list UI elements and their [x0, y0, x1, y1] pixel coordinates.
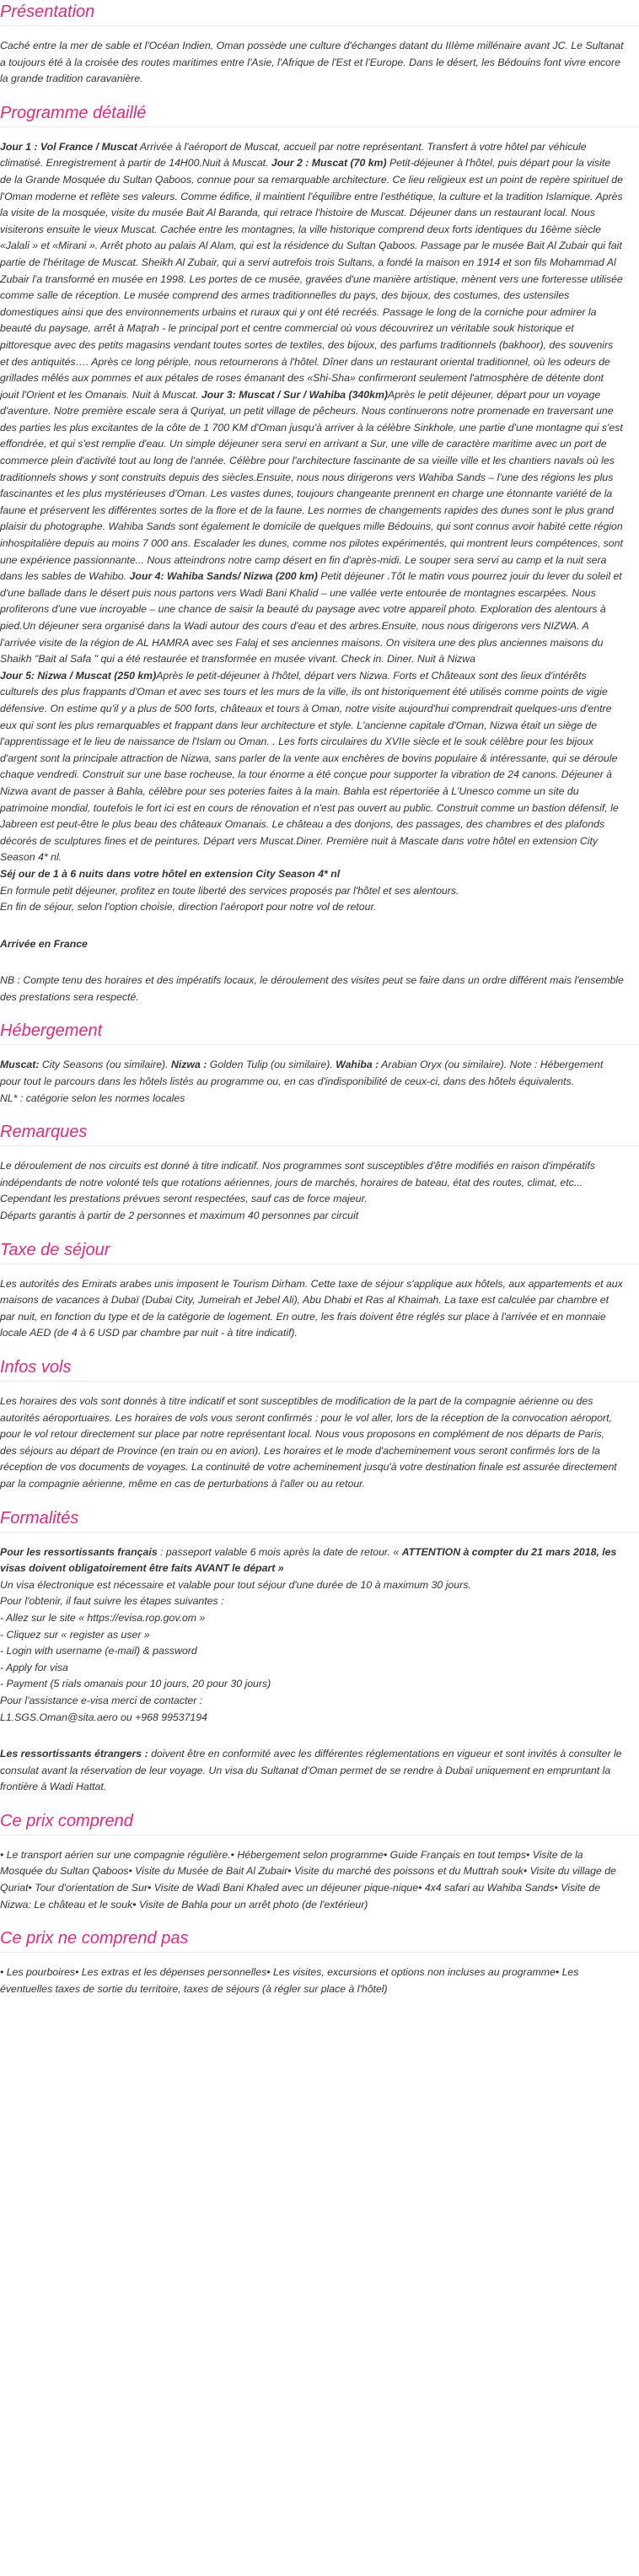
remarques-body: Le déroulement de nos circuits est donné à titre indicatif. Nos programmes sont susceptibles d'être modifiés en raison d'impératifs indépendants de notre volonté tels que rotations aériennes, jours de marchés, horaires de bateau, état des routes, climat, etc... Cependant les prestations prévues seront respectées, sauf cas de force majeur. [0, 1160, 595, 1205]
visa-step: - Allez sur le site « https://evisa.rop.gov.om » [0, 1611, 206, 1624]
prix-comprend-text: • Le transport aérien sur une compagnie régulière.• Hébergement selon programme• Guide Français en tout temps• Visite de la Mosquée du Sultan Qaboos• Visite du Musée de Bait Al Zubair• Visite du marché des poissons et du Muttrah souk• Visite du village de Quriat• Tour d'orientation de Sur• Visite de Wadi Bani Khaled avec un déjeuner pique-nique• 4x4 safari au Wahiba Sands• Visite de Nizwa: Le château et le souk• Visite de Bahla pour un arrêt photo (de l'extérieur) [0, 1848, 616, 1910]
presentation-title: Présentation [0, 2, 639, 26]
formalites-fr [0, 1544, 624, 1727]
day4-label: Jour 4: Wahiba Sands/ Nizwa (200 km) [129, 570, 318, 583]
muscat-label: Muscat: [0, 1059, 40, 1071]
visa-step: - Payment (5 rials omanais pour 10 jours, 20 pour 30 jours) [0, 1678, 271, 1690]
formule-line: En formule petit déjeuner, profitez en toute liberté des services proposés par l'hôtel et ses alentours. [0, 884, 459, 897]
hebergement-title: Hébergement [0, 1021, 639, 1045]
day1-label: Jour 1 : Vol France / Muscat [0, 140, 137, 153]
nizwa-label: Nizwa : [170, 1059, 207, 1071]
hebergement-section [0, 1021, 639, 1107]
visa-step: - Cliquez sur « register as user » [0, 1628, 150, 1641]
visa-line: Pour l'obtenir, il faut suivre les étapes suivantes : [0, 1595, 224, 1608]
taxe-text: Les autorités des Emirats arabes unis imposent le Tourism Dirham. Cette taxe de séjour s'applique aux hôtels, aux appartements et aux maisons de vacances à Dubaï (Dubai City, Jumeirah et Jebel Ali), Abu Dhabi et Ras al Khaimah. La taxe est calculée par chambre et par nuit, en fonction du type et de la catégorie de logement. En outre, les frais doivent être réglés sur place à l'arrivée et en monnaie locale AED (de 4 à 6 USD par chambre par nuit - à titre indicatif). [0, 1277, 623, 1339]
taxe-title: Taxe de séjour [0, 1240, 639, 1264]
fr-text: : passeport valable 6 mois après la date de retour. « [157, 1545, 402, 1558]
prix-comprend-title: Ce prix comprend [0, 1811, 639, 1835]
day1-text: Arrivée à l'aéroport de Muscat, accueil par notre représentant. Transfert à votre hôtel par véhicule climatisé. Enregistrement à partir de 14H00.Nuit à Muscat. [0, 140, 587, 170]
prix-non-text: • Les pourboires• Les extras et les dépenses personnelles• Les visites, excursions et options non incluses au programme• Les éventuelles taxes de sortie du territoire, taxes de séjours (à régler sur place à l'hôtel) [0, 1966, 579, 1995]
hebergement-text [0, 1057, 624, 1107]
nb-note: NB : Compte tenu des horaires et des impératifs locaux, le déroulement des visites peut se faire dans un ordre différent mais l'ensemble des prestations sera respecté. [0, 974, 624, 1003]
day2-label: Jour 2 : Muscat (70 km) [271, 157, 387, 170]
visa-line: Un visa électronique est nécessaire et valable pour tout séjour d'une durée de 10 à maximum 30 jours. [0, 1578, 471, 1591]
wahiba-text: Arabian Oryx (ou similaire). Note : Hébergement pour tout le parcours dans les hôtels listés au programme ou, en cas d'indisponibilité de ceux-ci, dans des hôtels équivalents. [0, 1059, 604, 1088]
attention-text: ATTENTION à compter du 21 mars 2018, les visas doivent obligatoirement être faits AVANT le départ » [0, 1545, 617, 1575]
day5-text: Après le petit-déjeuner à l'hôtel, départ vers Nizwa. Forts et Châteaux sont des lieux d'intérêts culturels des plus frappants d'Oman et avec ses tours et les murs de la ville, ils ont historiquement été utilisés comme points de vigie défensive. On estime qu'il y a plus de 500 forts, châteaux et tours à Oman, notre visite aujourd'hui comprendrait quelques-uns d'entre eux qui sont les plus remarquables et frappant dans leur architecture et style. L'ancienne capitale d'Oman, Nizwa était un siège de l'apprentissage et le lieu de naissance de l'Islam ou Oman. . Les forts circulaires du XVIIe siècle et le souk célèbre pour les bijoux d'argent sont la principale attraction de Nizwa, sans parler de la vente aux enchères de bovins populaire & intéressante, qui se déroule chaque vendredi. Construit sur une base rocheuse, la tour énorme a été conçue pour supporter la vibration de 24 canons. Déjeuner à Nizwa avant de passer à Bahla, célèbre pour ses poteries faites à la main. Bahla est répertoriée à L'Unesco comme un site du patrimoine mondial, toutefois le fort ici est en cours de rénovation et n'est pas ouvert au public. Construit comme un bastion défensif, le Jabreen est peut-être le plus beau des châteaux Omanais. Le château a des donjons, des passages, des chambres et des plafonds décorés de sculptures fines et de peintures. Départ vers Muscat.Diner. Première nuit à Mascate dans votre hôtel en extension City Season 4* nl. [0, 669, 619, 864]
fr-label: Pour les ressortissants français [0, 1545, 158, 1558]
prix-non-title: Ce prix ne comprend pas [0, 1928, 639, 1953]
etrangers-label: Les ressortissants étrangers : [0, 1748, 148, 1760]
etrangers-text: doivent être en conformité avec les différentes réglementations en vigueur et sont invités à consulter le consulat avant la réservation de leur voyage. Un visa du Sultanat d'Oman permet de se rendre à Dubaï uniquement en empruntant la frontière à Wadi Hattat. [0, 1748, 622, 1793]
muscat-text: City Seasons (ou similaire). [39, 1059, 171, 1071]
visa-line: Pour l'assistance e-visa merci de contacter : [0, 1694, 203, 1706]
infos-vols-section [0, 1357, 639, 1493]
nizwa-text: Golden Tulip (ou similaire). [207, 1059, 336, 1071]
formalites-section [0, 1508, 639, 1796]
remarques-text [0, 1158, 624, 1224]
day3-label: Jour 3: Muscat / Sur / Wahiba (340km) [201, 388, 388, 401]
remarques-section [0, 1122, 639, 1224]
formalites-etrangers [0, 1746, 624, 1796]
day5-label: Jour 5: Nizwa / Muscat (250 km) [0, 669, 157, 682]
presentation-text: Caché entre la mer de sable et l'Océan Indien, Oman possède une culture d'échanges datant du IIIème millénaire avant JC. Le Sultanat a toujours été à la croisée des routes maritimes entre l'Asie, l'Afrique de l'Est et l'Europe. Dans le désert, les Bédouins font vivre encore la grande tradition caravanière. [0, 40, 624, 85]
page [0, 2, 639, 1997]
nl-note: NL* : catégorie selon les normes locales [0, 1091, 185, 1104]
formalites-title: Formalités [0, 1508, 639, 1533]
visa-contact: L1.SGS.Oman@sita.aero ou +968 99537194 [0, 1711, 207, 1723]
arrivee-france: Arrivée en France [0, 937, 88, 950]
departs-garantis: Départs garantis à partir de 2 personnes et maximum 40 personnes par circuit [0, 1210, 359, 1222]
programme-title: Programme détaillé [0, 103, 639, 127]
visa-step: - Login with username (e-mail) & password [0, 1645, 197, 1657]
day2-text: Petit-déjeuner à l'hôtel, puis départ pour la visite de la Grande Mosquée du Sultan Qaboos, connue pour sa remarquable architecture. Ce lieu religieux est un point de repère spirituel de l'Oman moderne et reflète ses valeurs. Comme édifice, il maintient l'équilibre entre l'esthétique, la culture et la tradition Islamique. Après la visite de la mosquée, visite du musée Bait Al Baranda, qui retrace l'histoire de Muscat. Déjeuner dans un restaurant local. Nous visiterons ensuite le vieux Muscat. Cachée entre les montagnes, la ville historique comprend deux forts identiques du 16ème siècle «Jalali » et «Mirani ». Arrêt photo au palais Al Alam, qui est la résidence du Sultan Qaboos. Passage par le musée Bait Al Zubair qui fait partie de l'héritage de Muscat. Sheikh Al Zubair, qui a servi autrefois trois Sultans, a fondé la maison en 1914 et son fils Mohammad Al Zubair l'a transformé en musée en 1998. Les portes de ce musée, gravées d'une manière artistique, mènent vers une forteresse utilisée comme salle de réception. Le musée comprend des armes traditionnelles du pays, des bijoux, des costumes, des ustensiles domestiques ainsi que des environnements urbains et ruraux qui y ont été recréés. Passage le long de la corniche pour admirer la beauté du paysage, arrêt à Maţrah - le principal port et centre commercial où vous découvrirez un véritable souk historique et pittoresque avec des petits magasins vendant toutes sortes de textiles, des bijoux, des parfums traditionnels (bakhoor), des souvenirs et des antiquités…. Après ce long périple, nous retournerons à l'hôtel. Dîner dans un restaurant oriental traditionnel, où les odeurs de grillades mêlés aux pommes et aux pétales de roses émanant des «Shi-Sha» confirmeront seulement l'atmosphère de détente dont jouit l'Orient et les Omanais. Nuit à Muscat. [0, 157, 623, 401]
prix-non-section [0, 1928, 639, 1997]
day3-text: Après le petit déjeuner, départ pour un voyage d'aventure. Notre première escale sera à Quriyat, un petit village de pêcheurs. Nous continuerons notre promenade en traversant une des parties les plus excitantes de la côte de 1 700 KM d'Oman jusqu'à arriver à la célèbre Sinkhole, une partie d'une montagne qui s'est effondrée, et qui s'est remplie d'eau. Un simple déjeuner sera servi en arrivant a Sur, une ville de caractère maritime avec un port de commerce plein d'activité tout au long de l'année. Célèbre pour l'architecture fascinante de sa vieille ville et les chantiers navals où les traditionnels shows y sont construits depuis des siècles.Ensuite, nous nous dirigerons vers Wahiba Sands – l'une des régions les plus fascinantes et les plus mystérieuses d'Oman. Les vastes dunes, toujours changeante prennent en charge une étonnante variété de la faune et préservent les différentes sortes de la flore et de la faune. Les normes de changements rapides des dunes sont le plus grand plaisir du photographe. Wahiba Sands sont également le domicile de quelques mille Bédouins, qui sont connus avoir habité cette région inhospitalière depuis au moins 7 000 ans. Escalader les dunes, comme nos pilotes expérimentés, qui montrent leurs compétences, sont une expérience passionnante... Nous atteindrons notre camp désert en fin d'après-midi. Le souper sera servi au camp et la nuit sera dans les sables de Wahibo. [0, 388, 623, 583]
programme-section [0, 103, 639, 1006]
taxe-section [0, 1240, 639, 1342]
programme-days [0, 139, 624, 916]
wahiba-label: Wahiba : [336, 1059, 379, 1071]
prix-comprend-section [0, 1811, 639, 1913]
infos-vols-title: Infos vols [0, 1357, 639, 1382]
visa-step: - Apply for visa [0, 1661, 68, 1673]
sejour-label: Séj our de 1 à 6 nuits dans votre hôtel en extension City Season 4* nl [0, 867, 341, 880]
remarques-title: Remarques [0, 1122, 639, 1146]
day4-text: Petit déjeuner .Tôt le matin vous pourrez jouir du lever du soleil et d'une ballade dans le désert puis nous partons vers Wadi Bani Khalid – une vallée verte entourée de montagnes escarpées. Nous profiterons d'une vue incroyable – une chance de saisir la beauté du paysage avec votre appareil photo. Exploration des alentours à pied.Un déjeuner sera organisé dans la Wadi autour des cours d'eau et des arbres.Ensuite, nous nous dirigerons vers NIZWA. A l'arrivée visite de la région de AL HAMRA avec ses Falaj et ses anciennes maisons. On visitera une des plus anciennes maisons du Shaikh "Bait al Safa " qui a été restaurée et transformée en musée vivant. Check in. Diner. Nuit à Nizwa [0, 570, 622, 666]
fin-sejour-line: En fin de séjour, selon l'option choisie, direction l'aéroport pour notre vol de retour. [0, 901, 377, 913]
infos-vols-text: Les horaires des vols sont donnés à titre indicatif et sont susceptibles de modification de la part de la compagnie aérienne ou des autorités aéroportuaires. Les horaires de vols vous seront confirmés : pour le vol aller, lors de la réception de la convocation aéroport, pour le vol retour directement sur place par notre représentant local. Nous vous proposons en complément de nos départs de Paris, des séjours au départ de Province (en train ou en avion). Les horaires et le mode d'acheminement vous seront confirmés lors de la réception de vos documents de voyages. La continuité de votre acheminement jusqu'à votre destination finale est assurée directement par la compagnie aérienne, même en cas de perturbations à l'aller ou au retour. [0, 1395, 617, 1490]
presentation-section [0, 2, 639, 88]
